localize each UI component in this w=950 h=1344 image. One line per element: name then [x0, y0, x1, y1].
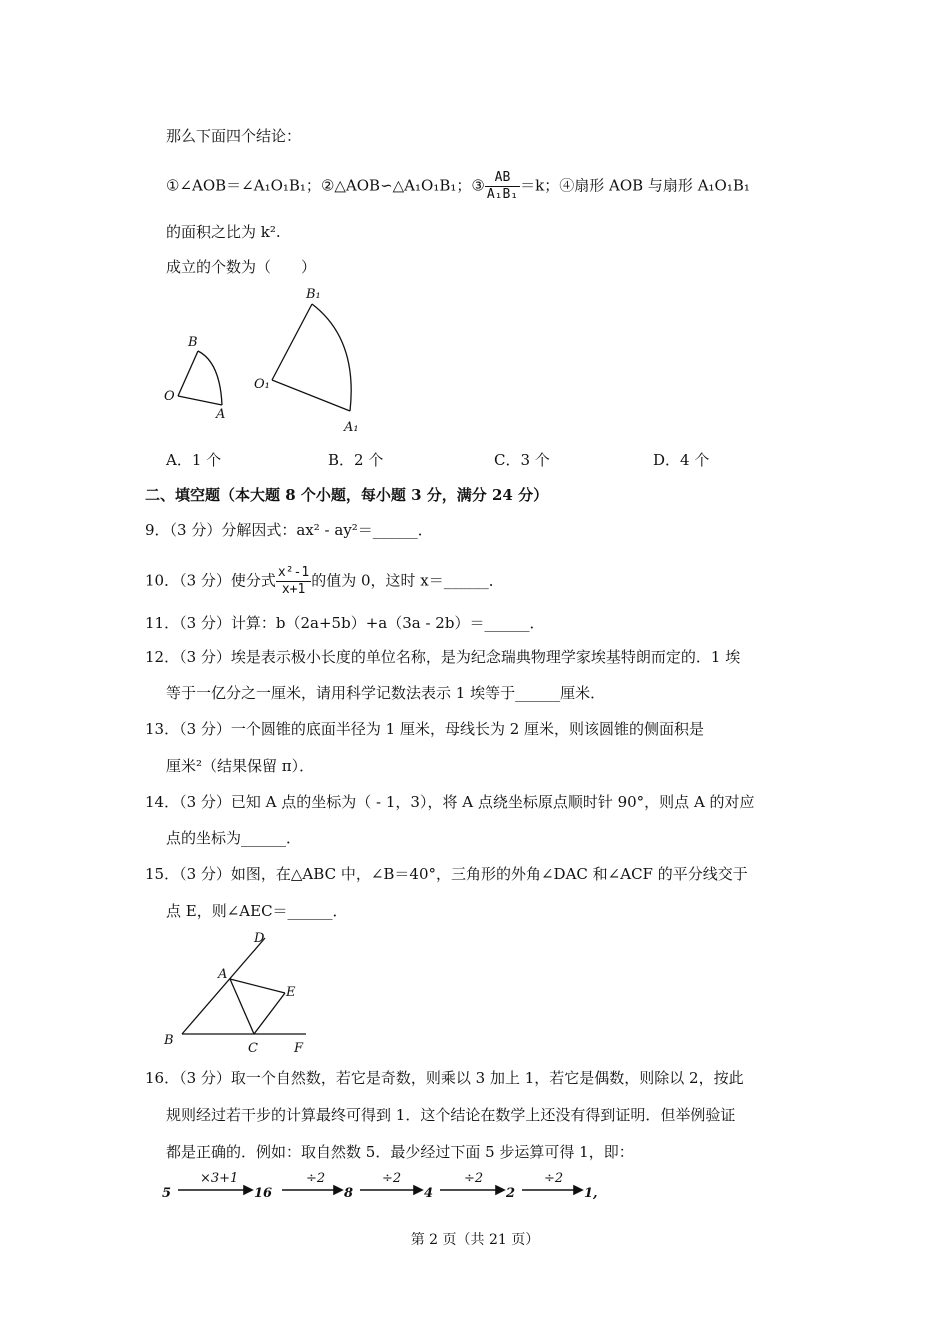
chain-op-5: ÷2	[544, 1171, 564, 1186]
sector-large-arc	[312, 304, 351, 411]
label-d: D	[254, 931, 265, 946]
question-15-line-2: 点 E，则∠AEC＝______．	[166, 902, 348, 920]
chain-number-5: 1,	[584, 1186, 598, 1201]
label-f: F	[294, 1041, 304, 1056]
section-2-title: 二、填空题（本大题 8 个小题，每小题 3 分，满分 24 分）	[145, 486, 549, 504]
chain-arrowhead-2	[334, 1186, 342, 1194]
label-e: E	[286, 985, 296, 1000]
label-a1: A₁	[344, 420, 359, 435]
chain-op-3: ÷2	[382, 1171, 402, 1186]
line-ae	[230, 979, 285, 993]
chain-number-1: 16	[254, 1186, 273, 1201]
q10-denominator: x+1	[281, 582, 306, 597]
chain-number-3: 4	[424, 1186, 434, 1201]
question-12-line-1: 12．（3 分）埃是表示极小长度的单位名称，是为纪念瑞典物理学家埃基特朗而定的．1 埃	[145, 648, 741, 666]
conclusion-3-prefix: ③	[471, 176, 485, 195]
chain-number-0: 5	[162, 1186, 172, 1201]
label-c: C	[248, 1041, 258, 1056]
option-b: B．2 个	[328, 451, 384, 469]
sector-small-arc	[198, 351, 222, 405]
question-15-line-1: 15．（3 分）如图，在△ABC 中，∠B＝40°，三角形的外角∠DAC 和∠ACF 的平分线交于	[145, 865, 748, 883]
chain-number-2: 8	[344, 1186, 354, 1201]
label-a: A	[216, 407, 226, 422]
label-b: B	[164, 1033, 174, 1048]
question-8-prompt: 成立的个数为（ ）	[166, 258, 317, 276]
conclusion-3-suffix: ＝k；	[520, 176, 560, 195]
chain-arrowhead-4	[496, 1186, 504, 1194]
question-16-line-3: 都是正确的．例如：取自然数 5．最少经过下面 5 步运算可得 1，即：	[166, 1143, 634, 1161]
line-ac	[230, 979, 254, 1034]
question-14-line-2: 点的坐标为______．	[166, 829, 302, 847]
fraction-numerator: AB	[485, 170, 520, 187]
label-o1: O₁	[254, 377, 270, 392]
chain-arrowhead-5	[574, 1186, 582, 1194]
conclusion-2: ②△AOB∽△A₁O₁B₁；	[320, 176, 472, 195]
line-ce	[254, 993, 285, 1034]
fraction-denominator: A₁B₁	[486, 187, 519, 202]
conclusion-4-continued: 的面积之比为 k².	[166, 223, 281, 241]
chain-op-4: ÷2	[464, 1171, 484, 1186]
option-a: A．1 个	[166, 451, 222, 469]
label-b: B	[188, 335, 198, 350]
question-12-line-2: 等于一亿分之一厘米，请用科学记数法表示 1 埃等于______厘米．	[166, 684, 606, 702]
question-14-line-1: 14．（3 分）已知 A 点的坐标为（ - 1，3），将 A 点绕坐标原点顺时针 90°，则点 A 的对应	[145, 793, 755, 811]
chain-arrowhead-1	[244, 1186, 252, 1194]
q10-numerator: x²-1	[277, 565, 310, 580]
label-b1: B₁	[306, 287, 321, 302]
question-13-line-1: 13．（3 分）一个圆锥的底面半径为 1 厘米，母线长为 2 厘米，则该圆锥的侧面积是	[145, 720, 705, 738]
chain-arrowhead-3	[414, 1186, 422, 1194]
line-bd	[182, 938, 265, 1034]
chain-op-2: ÷2	[306, 1171, 326, 1186]
sector-small-radius-ob	[178, 351, 198, 396]
triangle-figure	[160, 926, 320, 1058]
label-o: O	[164, 389, 175, 404]
sector-large-radius-oa	[272, 380, 350, 411]
sector-figure	[160, 284, 380, 439]
question-13-line-2: 厘米²（结果保留 π）．	[166, 757, 315, 775]
q10-prefix: 10．（3 分）使分式	[145, 571, 276, 590]
question-11: 11．（3 分）计算：b（2a+5b）+a（3a - 2b）＝______．	[145, 614, 545, 632]
intro-text: 那么下面四个结论：	[166, 127, 302, 145]
page-footer: 第 2 页（共 21 页）	[410, 1232, 540, 1248]
label-a: A	[218, 967, 228, 982]
sector-large-radius-ob	[272, 304, 312, 380]
sector-small-radius-oa	[178, 396, 222, 405]
q10-suffix: 的值为 0，这时 x＝______．	[311, 571, 504, 590]
question-9: 9．（3 分）分解因式：ax² - ay²＝______．	[145, 521, 433, 539]
conclusions-line	[166, 170, 750, 203]
option-c: C．3 个	[494, 451, 550, 469]
q10-fraction	[276, 565, 311, 598]
conclusion-4: ④扇形 AOB 与扇形 A₁O₁B₁	[559, 176, 750, 195]
chain-op-1: ×3+1	[200, 1171, 239, 1186]
conclusion-3-fraction	[485, 170, 520, 203]
arrow-chain	[160, 1168, 610, 1208]
question-16-line-1: 16．（3 分）取一个自然数，若它是奇数，则乘以 3 加上 1，若它是偶数，则除以 2，按此	[145, 1069, 744, 1087]
chain-number-4: 2	[506, 1186, 516, 1201]
question-10	[145, 565, 504, 598]
question-16-line-2: 规则经过若干步的计算最终可得到 1．这个结论在数学上还没有得到证明．但举例验证	[166, 1106, 736, 1124]
option-d: D．4 个	[653, 451, 710, 469]
conclusion-1: ①∠AOB＝∠A₁O₁B₁；	[166, 176, 321, 195]
